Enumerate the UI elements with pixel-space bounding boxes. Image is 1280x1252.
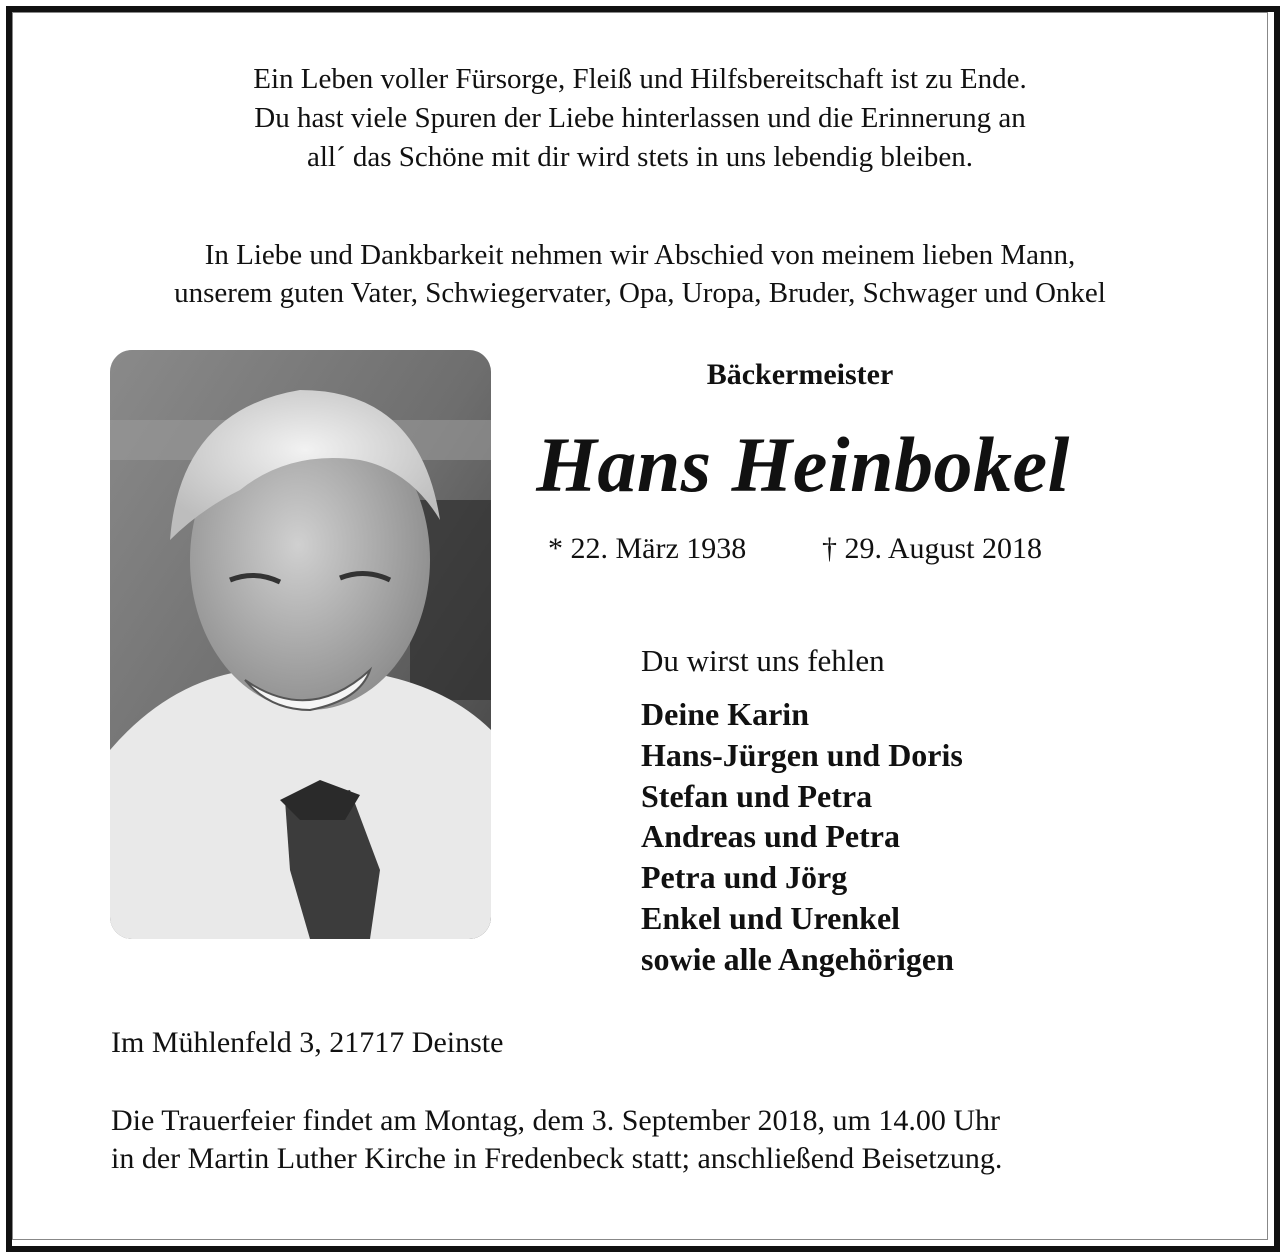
funeral-ceremony-info <box>111 1102 1002 1178</box>
verse-line: Du hast viele Spuren der Liebe hinterlassen und die Erinnerung an <box>254 102 1026 134</box>
mourners-list <box>641 694 963 980</box>
portrait-photo <box>110 350 491 939</box>
mourner-name: Andreas und Petra <box>641 818 900 855</box>
birth-date: * 22. März 1938 <box>548 532 747 565</box>
deceased-name: Hans Heinbokel <box>536 421 1070 508</box>
deceased-title: Bäckermeister <box>706 358 894 391</box>
death-date: † 29. August 2018 <box>822 532 1043 565</box>
mourner-name: sowie alle Angehörigen <box>641 940 954 977</box>
mourner-name: Petra und Jörg <box>641 859 848 896</box>
verse-line: all´ das Schöne mit dir wird stets in uns lebendig bleiben. <box>306 141 974 173</box>
verse-line: Ein Leben voller Fürsorge, Fleiß und Hilfsbereitschaft ist zu Ende. <box>253 63 1027 95</box>
mourner-name: Hans-Jürgen und Doris <box>641 736 963 773</box>
ceremony-line: in der Martin Luther Kirche in Fredenbeck statt; anschließend Beisetzung. <box>111 1142 1003 1175</box>
intro-line: unserem guten Vater, Schwiegervater, Opa, Uropa, Bruder, Schwager und Onkel <box>174 277 1106 309</box>
mourners-intro: Du wirst uns fehlen <box>641 643 885 678</box>
intro-line: In Liebe und Dankbarkeit nehmen wir Abschied von meinem lieben Mann, <box>204 239 1076 271</box>
mourner-name: Deine Karin <box>641 696 809 732</box>
family-address: Im Mühlenfeld 3, 21717 Deinste <box>111 1026 504 1059</box>
memorial-verse <box>0 60 1280 177</box>
mourner-name: Enkel und Urenkel <box>641 899 901 936</box>
mourner-name: Stefan und Petra <box>641 777 873 814</box>
ceremony-line: Die Trauerfeier findet am Montag, dem 3. September 2018, um 14.00 Uhr <box>111 1104 1000 1137</box>
farewell-intro <box>0 236 1280 312</box>
